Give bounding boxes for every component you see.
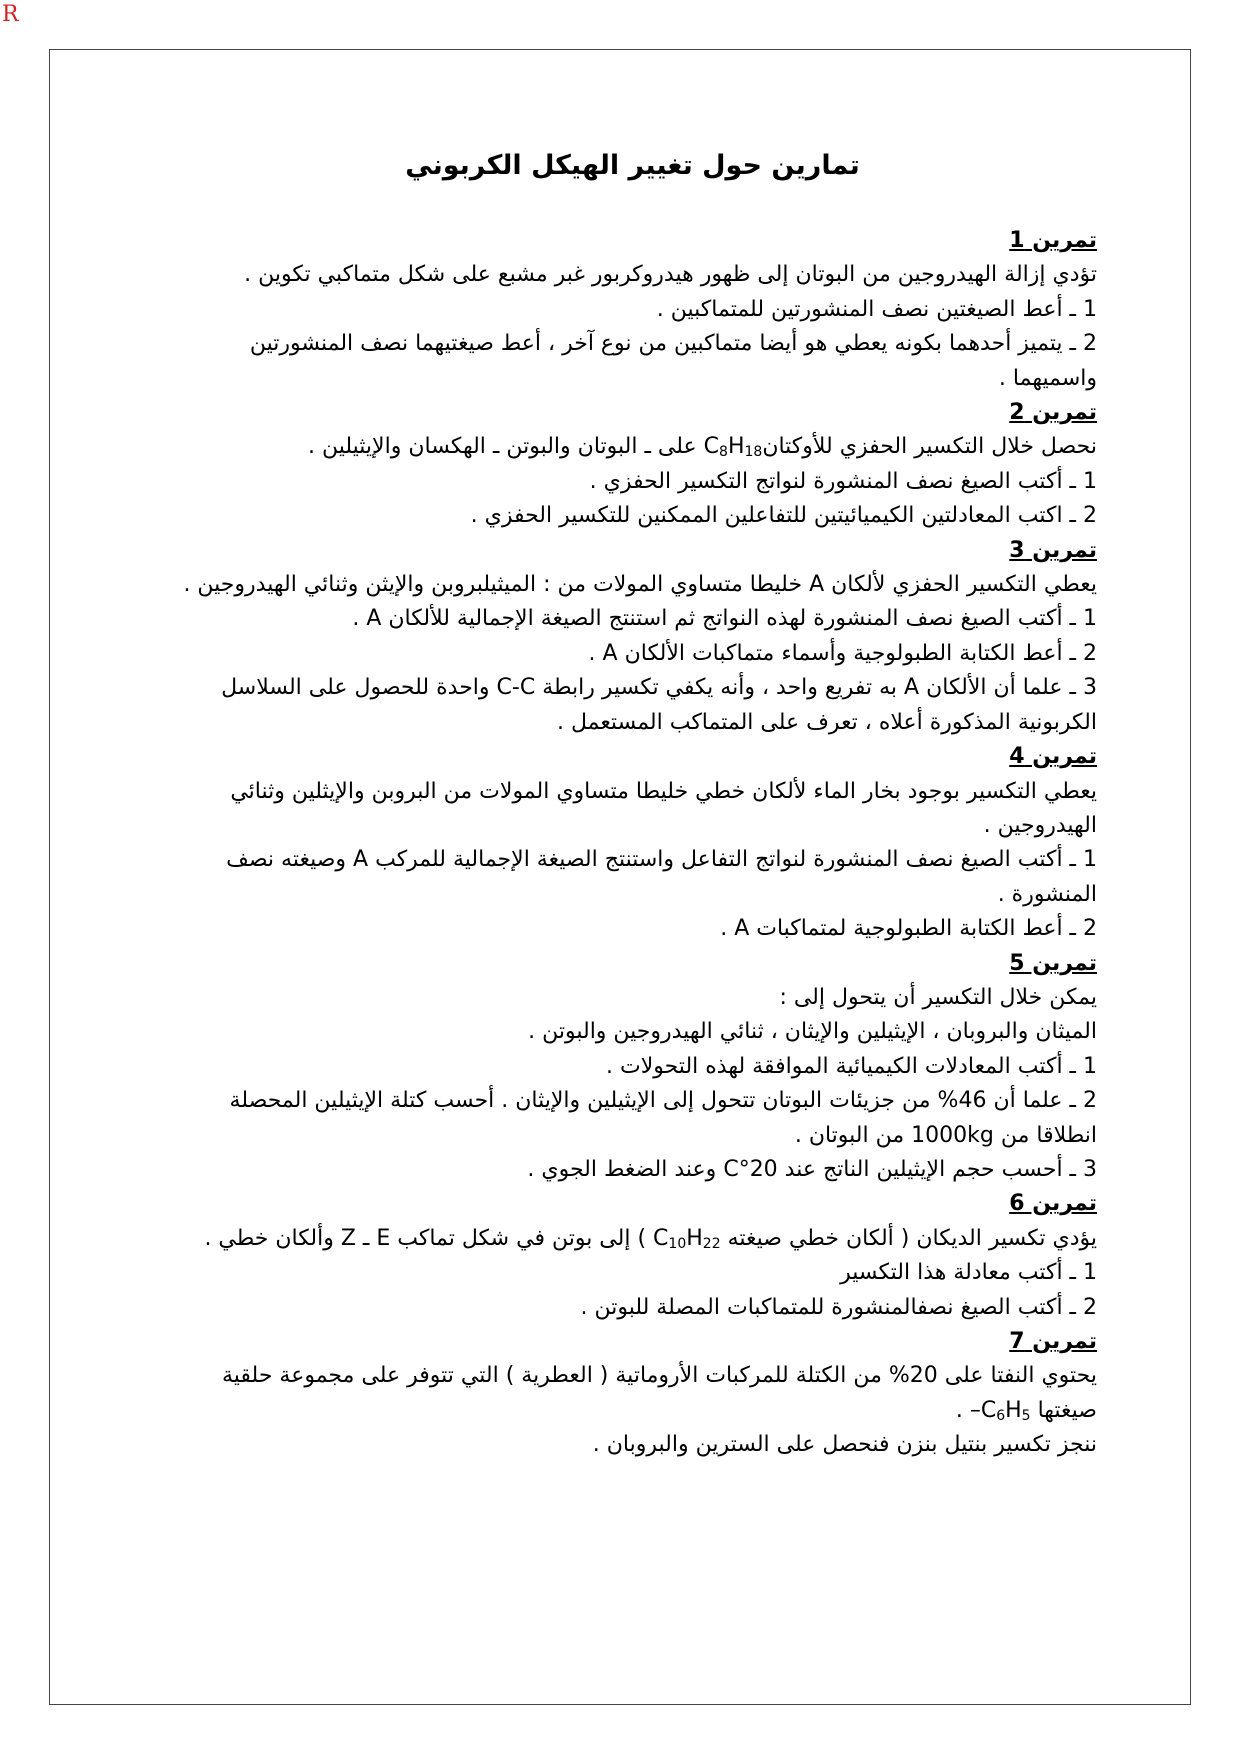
- exercise-3: [168, 534, 1097, 740]
- page-title: تمارين حول تغيير الهيكل الكربوني: [405, 150, 860, 181]
- exercise-heading: تمرين 1: [1009, 228, 1097, 253]
- exercise-4: [168, 740, 1097, 946]
- corner-mark: R: [2, 2, 19, 27]
- formula-subscript: 22: [702, 1235, 721, 1252]
- text-fragment: يحتوي النفتا على 20% من الكتلة للمركبات الأروماتية ( العطرية ) التي تتوفر على مجموعة حلقية صيغتها: [221, 1363, 1097, 1423]
- exercise-text: يمكن خلال التكسير أن يتحول إلى :: [779, 984, 1097, 1010]
- exercise-question: 1 ـ أعط الصيغتين نصف المنشورتين للمتماكبين .: [656, 296, 1097, 322]
- exercise-5: [168, 947, 1097, 1188]
- exercise-2: [168, 396, 1097, 534]
- document-body: [168, 138, 1097, 1463]
- text-fragment: على ـ البوتان والبوتن ـ الهكسان والإيثيلين .: [308, 434, 704, 460]
- chemical-formula: [704, 434, 763, 459]
- exercise-question: 2 ـ أعط الكتابة الطبولوجية وأسماء متماكبات الألكان A .: [588, 640, 1097, 666]
- exercise-text: [168, 1222, 1097, 1256]
- formula-subscript: 8: [719, 444, 728, 461]
- exercise-heading: تمرين 5: [1009, 950, 1097, 976]
- exercise-text: [168, 430, 1097, 464]
- formula-element: –C: [969, 1397, 997, 1423]
- exercise-text: يعطي التكسير الحفزي لألكان A خليطا متساوي المولات من : الميثيلبروبن والإيثن وثنائي الهيدروجين .: [183, 572, 1097, 598]
- exercise-question: 2 ـ أعط الكتابة الطبولوجية لمتماكبات A .: [720, 916, 1097, 942]
- exercise-6: [168, 1187, 1097, 1325]
- exercise-question: 1 ـ أكتب الصيغ نصف المنشورة لنواتج التفاعل واستنتج الصيغة الإجمالية للمركب A وصيغته نصف المنشورة .: [226, 847, 1097, 907]
- exercise-question: 2 ـ اكتب المعادلتين الكيميائيتين للتفاعلين الممكنين للتكسير الحفزي .: [470, 503, 1097, 529]
- exercise-text: الميثان والبروبان ، الإيثيلين والإيثان ، ثنائي الهيدروجين والبوتن .: [528, 1019, 1097, 1045]
- exercise-question: 3 ـ أحسب حجم الإيثيلين الناتج عند 20°C وعند الضغط الجوي .: [527, 1156, 1097, 1182]
- exercise-question: 3 ـ علما أن الألكان A به تفريع واحد ، وأنه يكفي تكسير رابطة C-C واحدة للحصول على السلاسل الكربونية المذكورة أعلاه ، تعرف على المتماكب المستعمل .: [221, 675, 1097, 735]
- exercise-text: يعطي التكسير بوجود بخار الماء لألكان خطي خليطا متساوي المولات من البروبن والإيثلين وثنائي الهيدروجين .: [230, 778, 1097, 838]
- formula-subscript: 10: [668, 1235, 687, 1252]
- formula-element: H: [686, 1225, 703, 1251]
- exercise-question: 1 ـ أكتب الصيغ نصف المنشورة لنواتج التكسير الحفزي .: [589, 468, 1097, 494]
- exercise-question: 2 ـ يتميز أحدهما بكونه يعطي هو أيضا متماكبين من نوع آخر ، أعط صيغتيهما نصف المنشورتين واسميهما .: [249, 331, 1097, 391]
- formula-subscript: 5: [1021, 1407, 1031, 1424]
- exercise-heading: تمرين 6: [1009, 1191, 1097, 1217]
- text-fragment: نحصل خلال التكسير الحفزي للأوكتان: [762, 434, 1097, 460]
- exercise-7: [168, 1325, 1097, 1463]
- exercise-heading: تمرين 3: [1009, 537, 1097, 563]
- formula-element: H: [1005, 1397, 1022, 1423]
- exercise-question: 1 ـ أكتب الصيغ نصف المنشورة لهذه النواتج ثم استنتج الصيغة الإجمالية للألكان A .: [352, 606, 1097, 632]
- exercise-text: ننجز تكسير بنتيل بنزن فنحصل على السترين والبروبان .: [592, 1432, 1097, 1458]
- exercise-text: [168, 1359, 1097, 1428]
- exercise-text: تؤدي إزالة الهيدروجين من البوتان إلى ظهور هيدروكربور غبر مشبع على شكل متماكبي تكوين .: [244, 262, 1097, 288]
- exercise-1: [168, 224, 1097, 396]
- exercise-question: 1 ـ أكتب معادلة هذا التكسير: [840, 1260, 1097, 1286]
- chemical-formula: [970, 1398, 1031, 1423]
- text-fragment: .: [955, 1397, 970, 1423]
- text-fragment: يؤدي تكسير الديكان ( ألكان خطي صيغته: [720, 1225, 1097, 1251]
- exercise-heading: تمرين 2: [1009, 400, 1097, 426]
- formula-element: C: [703, 434, 720, 460]
- text-fragment: ) إلى بوتن في شكل تماكب E ـ Z وألكان خطي .: [204, 1225, 654, 1251]
- formula-element: H: [727, 434, 745, 460]
- exercise-question: 1 ـ أكتب المعادلات الكيميائية الموافقة لهذه التحولات .: [606, 1053, 1097, 1079]
- formula-subscript: 6: [996, 1407, 1006, 1424]
- formula-element: C: [653, 1225, 669, 1251]
- exercise-question: 2 ـ أكتب الصيغ نصفالمنشورة للمتماكبات المصلة للبوتن .: [580, 1294, 1097, 1320]
- exercise-question: 2 ـ علما أن 46% من جزيئات البوتان تتحول إلى الإيثيلين والإيثان . أحسب كتلة الإيثيلين المحصلة انطلاقا من 1000kg من البوتان .: [229, 1088, 1097, 1148]
- exercise-heading: تمرين 7: [1009, 1329, 1097, 1354]
- formula-subscript: 18: [744, 444, 763, 461]
- chemical-formula: [653, 1226, 721, 1251]
- exercise-heading: تمرين 4: [1009, 744, 1097, 770]
